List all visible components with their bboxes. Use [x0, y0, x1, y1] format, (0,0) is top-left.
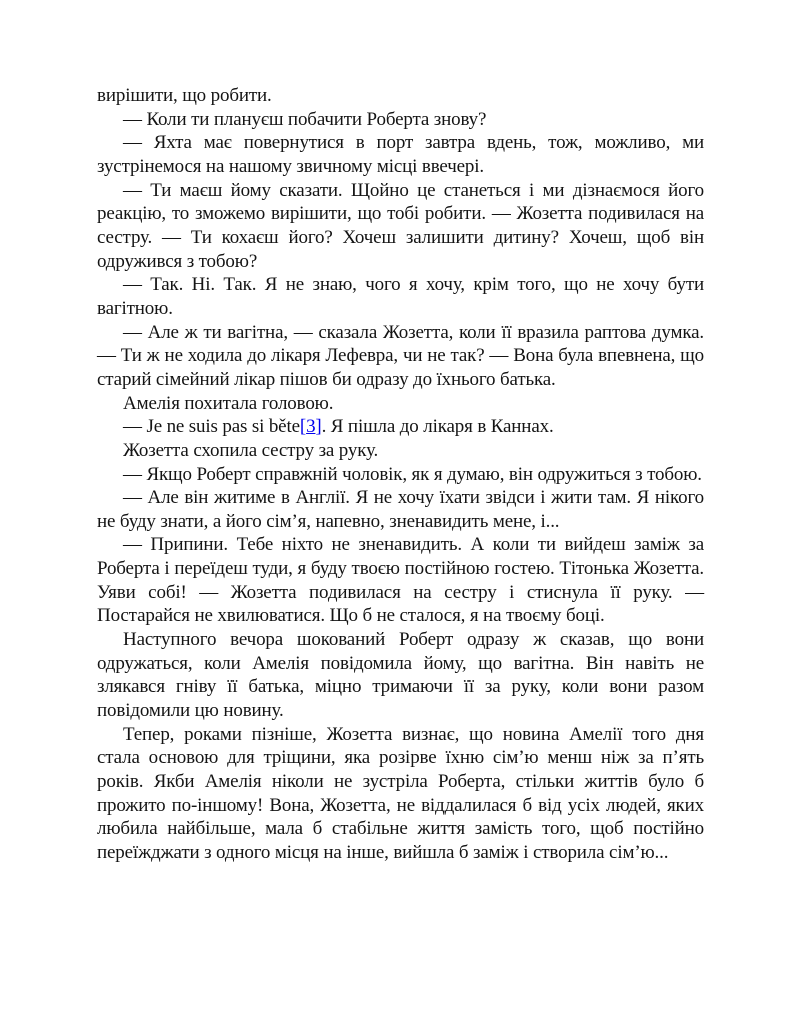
- paragraph: Жозетта схопила сестру за руку.: [123, 439, 379, 461]
- paragraph-text: — Je ne suis pas si běte: [123, 416, 300, 438]
- paragraph-continuation: вирішити, що робити.: [97, 85, 272, 106]
- footnote-bracket-close: ]: [315, 416, 322, 438]
- paragraph: — Так. Ні. Так. Я не знаю, чого я хочу, крім того, що не хочу бути вагітною.: [97, 274, 704, 319]
- paragraph-text: . Я пішла до лікаря в Каннах.: [321, 416, 554, 438]
- page-text: [97, 84, 704, 865]
- paragraph: — Якщо Роберт справжній чоловік, як я думаю, він одружиться з тобою.: [123, 463, 702, 485]
- paragraph-with-footnote: [97, 415, 704, 439]
- paragraph: Наступного вечора шокований Роберт одразу ж сказав, що вони одружаться, коли Амелія повідомила йому, що вагітна. Він навіть не злякався гніву її батька, міцно тримаючи її за руку, коли вони разом повідомили цю новину.: [97, 629, 704, 722]
- paragraph: Амелія похитала головою.: [123, 392, 334, 414]
- paragraph: — Але ж ти вагітна, — сказала Жозетта, коли її вразила раптова думка. — Ти ж не ходила до лікаря Лефевра, чи не так? — Вона була впевнена, що старий сімейний лікар пішов би одразу до їхнього батька.: [97, 321, 704, 390]
- paragraph: — Але він житиме в Англії. Я не хочу їхати звідси і жити там. Я нікого не буду знати, а його сім’я, напевно, зненавидить мене, і...: [97, 487, 704, 532]
- footnote-link-3[interactable]: [300, 416, 322, 437]
- paragraph: — Яхта має повернутися в порт завтра вдень, тож, можливо, ми зустрінемося на нашому звичному місці ввечері.: [97, 132, 704, 177]
- footnote-bracket-open: [: [299, 416, 307, 438]
- paragraph: Тепер, роками пізніше, Жозетта визнає, що новина Амелії того дня стала основою для тріщини, яка розірве їхню сім’ю менш ніж за п’ять років. Якби Амелія ніколи не зустріла Роберта, стільки життів було б прожито по-іншому! Вона, Жозетта, не віддалилася б від усіх людей, яких любила найбільше, мала б стабільне життя замість того, щоб постійно переїжджати з одного місця на інше, вийшла б заміж і створила сім’ю...: [97, 723, 704, 863]
- footnote-number: 3: [306, 416, 316, 438]
- paragraph: — Коли ти плануєш побачити Роберта знову?: [123, 108, 487, 130]
- paragraph: — Ти маєш йому сказати. Щойно це станеться і ми дізнаємося його реакцію, то зможемо вирішити, що тобі робити. — Жозетта подивилася на сестру. — Ти кохаєш його? Хочеш залишити дитину? Хочеш, щоб він одружився з тобою?: [97, 179, 704, 272]
- paragraph: — Припини. Тебе ніхто не зненавидить. А коли ти вийдеш заміж за Роберта і переїдеш туди, я буду твоєю постійною гостею. Тітонька Жозетта. Уяви собі! — Жозетта подивилася на сестру і стиснула її руку. — Постарайся не хвилюватися. Що б не сталося, я на твоєму боці.: [97, 534, 704, 627]
